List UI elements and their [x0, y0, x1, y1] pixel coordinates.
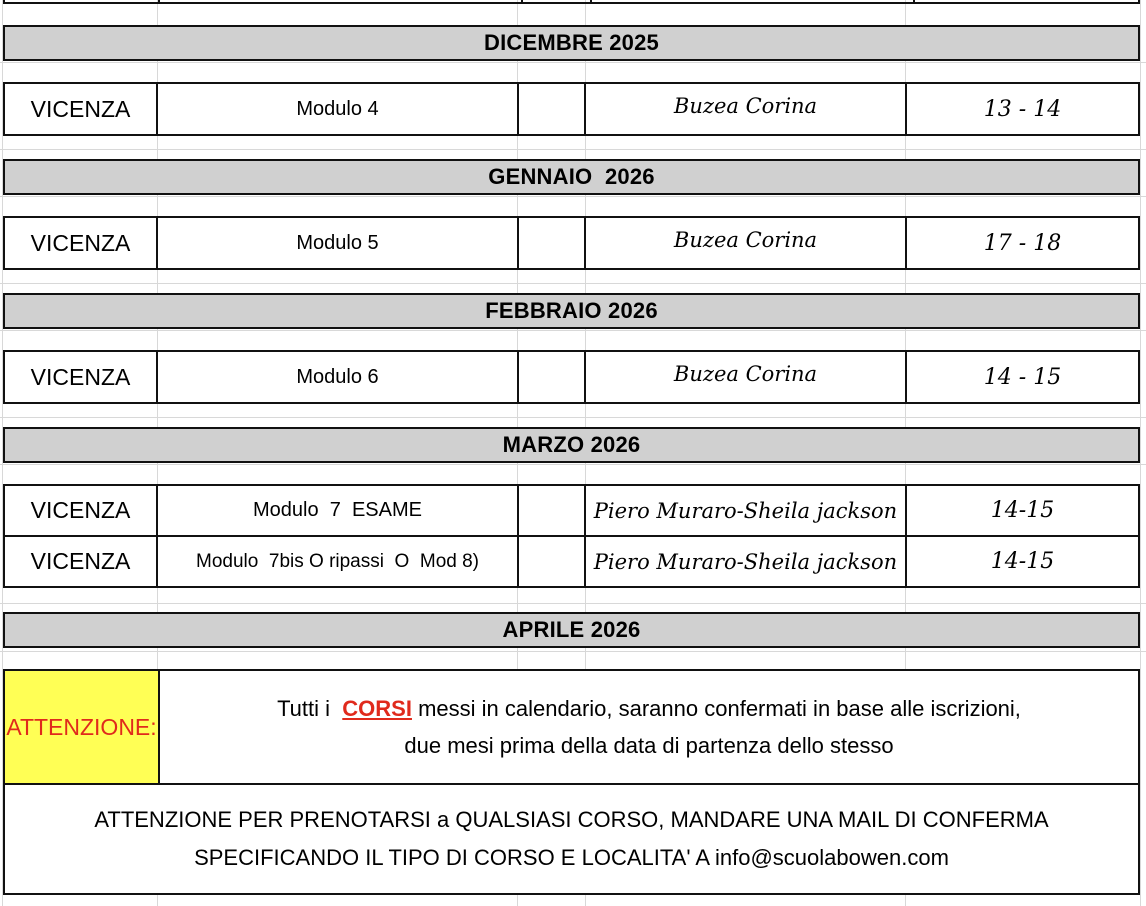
notice-line-2: due mesi prima della data di partenza dello stesso [404, 733, 894, 758]
schedule-row-group [3, 484, 1140, 588]
notice-message [160, 671, 1138, 783]
empty-cell [519, 352, 586, 402]
module-cell: Modulo 7bis O ripassi O Mod 8) [158, 537, 519, 586]
days-cell: 14 - 15 [983, 364, 1062, 390]
notice-line-1 [277, 690, 1021, 727]
city-cell: VICENZA [5, 218, 158, 268]
city-cell: VICENZA [5, 352, 158, 402]
schedule-row [5, 535, 1138, 586]
month-header-gennaio [3, 159, 1140, 195]
month-header-dicembre [3, 25, 1140, 61]
teacher-cell: Piero Muraro-Sheila jackson [586, 486, 907, 535]
empty-cell [519, 486, 586, 535]
booking-instructions [3, 785, 1140, 895]
teacher-cell: Buzea Corina [586, 352, 907, 402]
city-cell: VICENZA [5, 486, 158, 535]
teacher-cell: Piero Muraro-Sheila jackson [586, 537, 907, 586]
notice-line-1-post: messi in calendario, saranno confermati in base alle iscrizioni, [411, 696, 1021, 721]
month-title: APRILE 2026 [502, 617, 641, 642]
month-title: FEBBRAIO 2026 [485, 298, 658, 323]
month-header-aprile [3, 612, 1140, 648]
notice-line-1-pre: Tutti i [277, 696, 337, 721]
days-cell: 14-15 [990, 549, 1055, 574]
module-cell: Modulo 6 [158, 352, 519, 402]
days-cell: 14-15 [990, 498, 1055, 523]
module-cell: Modulo 5 [158, 218, 519, 268]
module-cell: Modulo 7 ESAME [158, 486, 519, 535]
booking-line-1: ATTENZIONE PER PRENOTARSI a QUALSIASI CORSO, MANDARE UNA MAIL DI CONFERMA [94, 807, 1049, 832]
teacher-cell: Buzea Corina [586, 84, 907, 134]
empty-cell [519, 537, 586, 586]
partial-top-row [3, 0, 1140, 4]
schedule-row [3, 216, 1140, 270]
booking-line-2: SPECIFICANDO IL TIPO DI CORSO E LOCALITA' A info@scuolabowen.com [194, 845, 949, 870]
empty-cell [519, 218, 586, 268]
schedule-row [5, 486, 1138, 535]
month-title: GENNAIO 2026 [488, 164, 655, 189]
teacher-cell: Buzea Corina [586, 218, 907, 268]
attention-label: ATTENZIONE: [5, 671, 160, 783]
schedule-row [3, 350, 1140, 404]
corsi-highlight: CORSI [342, 696, 412, 721]
module-cell: Modulo 4 [158, 84, 519, 134]
month-title: DICEMBRE 2025 [484, 30, 659, 55]
month-header-febbraio [3, 293, 1140, 329]
schedule-row [3, 82, 1140, 136]
city-cell: VICENZA [5, 537, 158, 586]
empty-cell [519, 84, 586, 134]
month-header-marzo [3, 427, 1140, 463]
city-cell: VICENZA [5, 84, 158, 134]
days-cell: 17 - 18 [983, 230, 1062, 256]
month-title: MARZO 2026 [502, 432, 641, 457]
attention-notice [3, 669, 1140, 785]
days-cell: 13 - 14 [983, 96, 1062, 122]
